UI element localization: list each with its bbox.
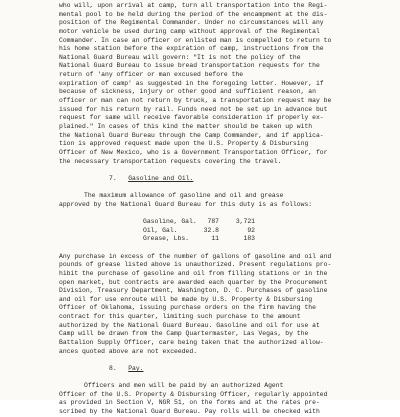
text-line: contract for this quarter, limiting such purchase to the amount	[59, 313, 301, 321]
text-line: Camp will be drawn from the Camp Quartermaster, Las Vegas, by the	[59, 330, 309, 338]
section-7-heading	[59, 175, 359, 184]
text-line: hibit the purchase of gasoline and oil from filling stations or in the	[59, 269, 328, 277]
text-line: issued for his return by rail. Funds need not be set up in advance but	[59, 105, 328, 113]
text-line: Division, Treasury Department, Washington, D. C. Purchases of gasoline	[59, 287, 328, 295]
text-line: expiration of camp' as suggested in the foregoing letter. However, if	[59, 79, 324, 87]
text-line: who will, upon arrival at camp, turn all transportation into the Regi-	[59, 2, 328, 9]
section-8-line: Officers and men will be paid by an authorized Agent	[84, 382, 284, 390]
table-cell-item: Grease, Lbs.	[143, 235, 190, 243]
table-cell-b: 183	[243, 235, 255, 243]
section-7-title: Gasoline and Oil.	[128, 174, 194, 182]
table-row	[143, 218, 263, 227]
table-cell-item: Gasoline, Gal.	[143, 218, 197, 226]
text-line: and oil for use enroute will be made by U.S. Property & Disbursing	[59, 295, 313, 303]
text-line: request for same will receive favorable consideration if properly ex-	[59, 114, 324, 122]
text-line: National Guard Bureau will govern: "It is not the policy of the	[59, 53, 301, 61]
text-line: Any purchase in excess of the number of gallons of gasoline and oil and	[59, 252, 332, 260]
section-7-intro-line: approved by the National Guard Bureau for this duty is as follows:	[59, 200, 313, 208]
text-line: pounds of grease listed above is unauthorized. Present regulations pro-	[59, 261, 332, 269]
spacer	[59, 183, 359, 192]
section-8-line: Officer of the U.S. Property & Disbursing Officer, regularly appointed	[59, 390, 328, 398]
paragraph-transportation	[59, 2, 359, 166]
text-line: the National Guard Bureau through the Camp Commander, and if applica-	[59, 131, 324, 139]
paragraph-gasoline	[59, 253, 359, 357]
text-line: Officer of Oklahoma, issuing purchase orders on the firm having the	[59, 304, 316, 312]
table-cell-b: 3,721	[235, 218, 255, 226]
text-line: tion is approved request made upon the U.S. Property & Disbursing	[59, 140, 309, 148]
text-line: because of sickness, injury or other good and sufficient reason, an	[59, 88, 316, 96]
text-line: National Guard Bureau to issue bread transportation requests for the	[59, 62, 320, 70]
table-cell-a: 11	[211, 235, 219, 243]
table-cell-a: 787	[207, 218, 219, 226]
table-cell-item: Oil, Gal.	[143, 226, 178, 234]
spacer	[59, 374, 359, 383]
table-cell-a: 32.8	[203, 226, 219, 234]
table-cell-b: 92	[247, 226, 255, 234]
text-line: his home station before the expiration of camp, instructions from the	[59, 45, 324, 53]
spacer	[59, 356, 359, 365]
text-column	[59, 2, 359, 417]
section-8-heading	[59, 365, 359, 374]
text-line: open market, but contracts are awarded each quarter by the Procurement	[59, 278, 328, 286]
text-line: Commander. In case an officer or enlisted man is compelled to return to	[59, 36, 332, 44]
text-line: mental pool to be held during the period of the encampment at the dis-	[59, 10, 328, 18]
section-8-title: Pay.	[128, 364, 144, 372]
table-row	[143, 235, 263, 244]
text-line: officer or man can not return by truck, a transportation request may be	[59, 97, 332, 105]
section-8-line: scribed by the National Guard Bureau. Pay rolls will be checked with	[59, 408, 320, 416]
allowance-table	[143, 218, 263, 244]
text-line: the necessary transportation requests covering the travel.	[59, 157, 282, 165]
text-line: Battalion Supply Officer, care being taken that the authorized allow-	[59, 338, 324, 346]
section-7-intro-line: The maximum allowance of gasoline and oil and grease	[84, 192, 284, 200]
table-row	[143, 227, 263, 236]
text-line: return of 'any officer or man excused before the	[59, 71, 244, 79]
text-line: plained." In cases of this kind the matter should be taken up with	[59, 122, 313, 130]
text-line: position of the Regimental Commander. Under no circumstances will any	[59, 19, 324, 27]
text-line: authorized by the National Guard Bureau. Gasoline and oil for use at	[59, 321, 320, 329]
spacer	[59, 244, 359, 253]
section-8-line: as provided in Section V, NGR 51, on the forms and at the rates pre-	[59, 399, 320, 407]
text-line: ances quoted above are not exceeded.	[59, 347, 198, 355]
section-8-number: 8.	[109, 364, 117, 372]
spacer	[59, 209, 359, 218]
text-line: motor vehicle be used during camp without approval of the Regimental	[59, 27, 320, 35]
section-7-number: 7.	[109, 174, 117, 182]
spacer	[59, 166, 359, 175]
text-line: Officer of New Mexico, who is a Government Transportation Officer, for	[59, 148, 328, 156]
